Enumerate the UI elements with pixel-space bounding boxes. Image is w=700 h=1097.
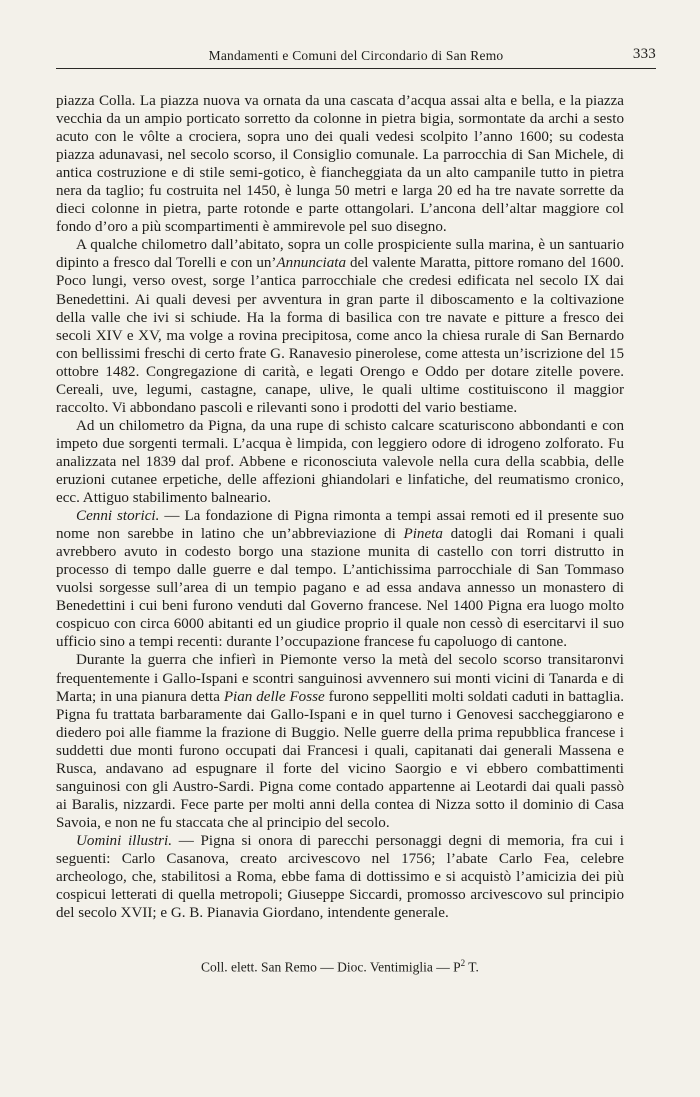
body-text bbox=[56, 92, 624, 922]
paragraph-text: Durante la guerra che infierì in Piemonte verso la metà del secolo scorso transitaronvi frequentemente i Gallo-Ispani e scontri sanguinosi avvennero sui monti vicini di Tanarda e di Marta; in una pianura detta bbox=[56, 652, 624, 705]
paragraph-text: Ad un chilometro da Pigna, da una rupe di schisto calcare scaturiscono abbondanti e con impeto due sorgenti termali. L’acqua è limpida, con leggiero odore di idrogeno zolforato. Fu analizzata nel 1839 dal prof. Abbene e riconosciuta valevole nella cura della scabbia, delle eruzioni cutanee erpetiche, delle affezioni ghiandolari e linfatiche, del reumatismo cronico, ecc. Attiguo stabilimento balneario. bbox=[56, 417, 624, 507]
italic-text: Uomini illustri. bbox=[76, 832, 173, 849]
paragraph-p2 bbox=[56, 236, 624, 416]
paragraph-p6 bbox=[56, 832, 624, 922]
paragraph-p3 bbox=[56, 417, 624, 507]
paragraph-text: — Pigna si onora di parecchi personaggi degni di memoria, fra cui i seguenti: Carlo Casanova, creato arcivescovo nel 1756; l’abate Carlo Fea, celebre archeologo, che, stabilitosi a Roma, ebbe fama di dottissimo e si acquistò l’amicizia dei più cospicui letterati di quella metropoli; Giuseppe Siccardi, promosso arcivescovo sul principio del secolo XVII; e G. B. Pianavia Giordano, intendente generale. bbox=[56, 832, 625, 922]
footer-tail: T. bbox=[465, 959, 479, 975]
paragraph-text: del valente Maratta, pittore romano del 1600. Poco lungi, verso ovest, sorge l’antica parrocchiale che credesi edificata nel secolo IX dai Benedettini. Ai quali devesi per avventura in gran parte il diboscamento e la coltivazione della valle che ivi si schiude. Ha la forma di basilica con tre navate e pitture a fresco dei secoli XIV e XV, ma volge a rovina precipitosa, come anco la chiesa rurale di San Bernardo con bellissimi freschi di certo frate G. Ranavesio pinerolese, come attesta un’iscrizione del 15 ottobre 1482. Congregazione di carità, e legati Orengo e Oddo per dotare zitelle povere. Cereali, uve, legumi, castagne, canape, ulive, le quali ultime costituiscono il maggior raccolto. Vi abbondano pascoli e rilevanti sono i prodotti del vario bestiame. bbox=[56, 255, 624, 416]
footer-superscript: 2 bbox=[460, 958, 466, 968]
running-title: Mandamenti e Comuni del Circondario di San Remo bbox=[208, 48, 504, 63]
paragraph-p4 bbox=[56, 507, 624, 651]
paragraph-text: piazza Colla. La piazza nuova va ornata da una cascata d’acqua assai alta e bella, e la piazza vecchia da un ampio porticato sorretto da colonne in pietra bigia, sormontate da archi a sesto acuto con le vôlte a crociera, sopra uno dei quali vedesi scolpito l’anno 1600; su codesta piazza adunavasi, nel secolo scorso, il Consiglio comunale. La parrocchia di San Michele, di antica costruzione e di stile semi-gotico, è fiancheggiata da un alto campanile tutto in pietra nera da taglio; fu costruita nel 1450, è lunga 50 metri e larga 20 ed ha tre navate sorrette da dieci colonne in pietra, parte rotonde e parte ottangolari. L’ancona dell’altar maggiore col fondo d’oro a più scompartimenti è ammirevole pel suo disegno. bbox=[56, 93, 624, 236]
paragraph-text: — La fondazione di Pigna rimonta a tempi assai remoti ed il presente suo nome non sarebbe in latino che un’abbreviazione di bbox=[56, 508, 624, 543]
paragraph-text: datogli dai Romani i quali avrebbero avuto in codesto borgo una stazione munita di castello con torri distrutto in processo di tempo dalle guerre e dal tempo. L’antichissima parrocchiale di San Tommaso vuolsi sorgesse sull’area di un tempio pagano e ad essa andava annesso un monastero di Benedettini i cui beni furono venduti dal Governo francese. Nel 1400 Pigna era luogo molto cospicuo con circa 6000 abitanti ed un giudice proprio il quale non cessò di esercitarvi il suo ufficio sino a tempi recenti: durante l’occupazione francese fu capoluogo di cantone. bbox=[56, 526, 624, 651]
footer-note bbox=[56, 958, 624, 976]
italic-text: Pian delle Fosse bbox=[223, 688, 325, 705]
footer-text: Coll. elett. San Remo — Dioc. Ventimiglia — P bbox=[201, 959, 461, 975]
paragraph-p1 bbox=[56, 92, 624, 236]
paragraph-p5 bbox=[56, 651, 624, 831]
page-number: 333 bbox=[632, 46, 656, 62]
paragraph-text: A qualche chilometro dall’abitato, sopra un colle prospiciente sulla marina, è un santuario dipinto a fresco dal Torelli e con un’ bbox=[56, 237, 624, 272]
running-header bbox=[56, 46, 656, 69]
paragraph-text: furono seppelliti molti soldati caduti in battaglia. Pigna fu trattata barbaramente dai Gallo-Ispani e in quel turno i Genovesi saccheggiarono e diedero poi alle fiamme la frazione di Buggio. Nelle guerre della prima repubblica francese i suddetti due monti furono occupati dai Francesi i quali, capitanati dai generali Massena e Rusca, andavano ad espugnare il forte del vicino Saorgio e vi ebbero combattimenti sanguinosi con gli Austro-Sardi. Pigna come contado appartenne ai Leotardi dai quali passò ai Baralis, nizzardi. Fece parte per molti anni della contea di Nizza sotto il dominio di Casa Savoia, e non ne fu staccata che al principio del secolo. bbox=[56, 688, 624, 831]
italic-text: Pineta bbox=[403, 526, 443, 543]
italic-text: Annunciata bbox=[276, 255, 347, 272]
italic-text: Cenni storici. bbox=[76, 508, 160, 525]
